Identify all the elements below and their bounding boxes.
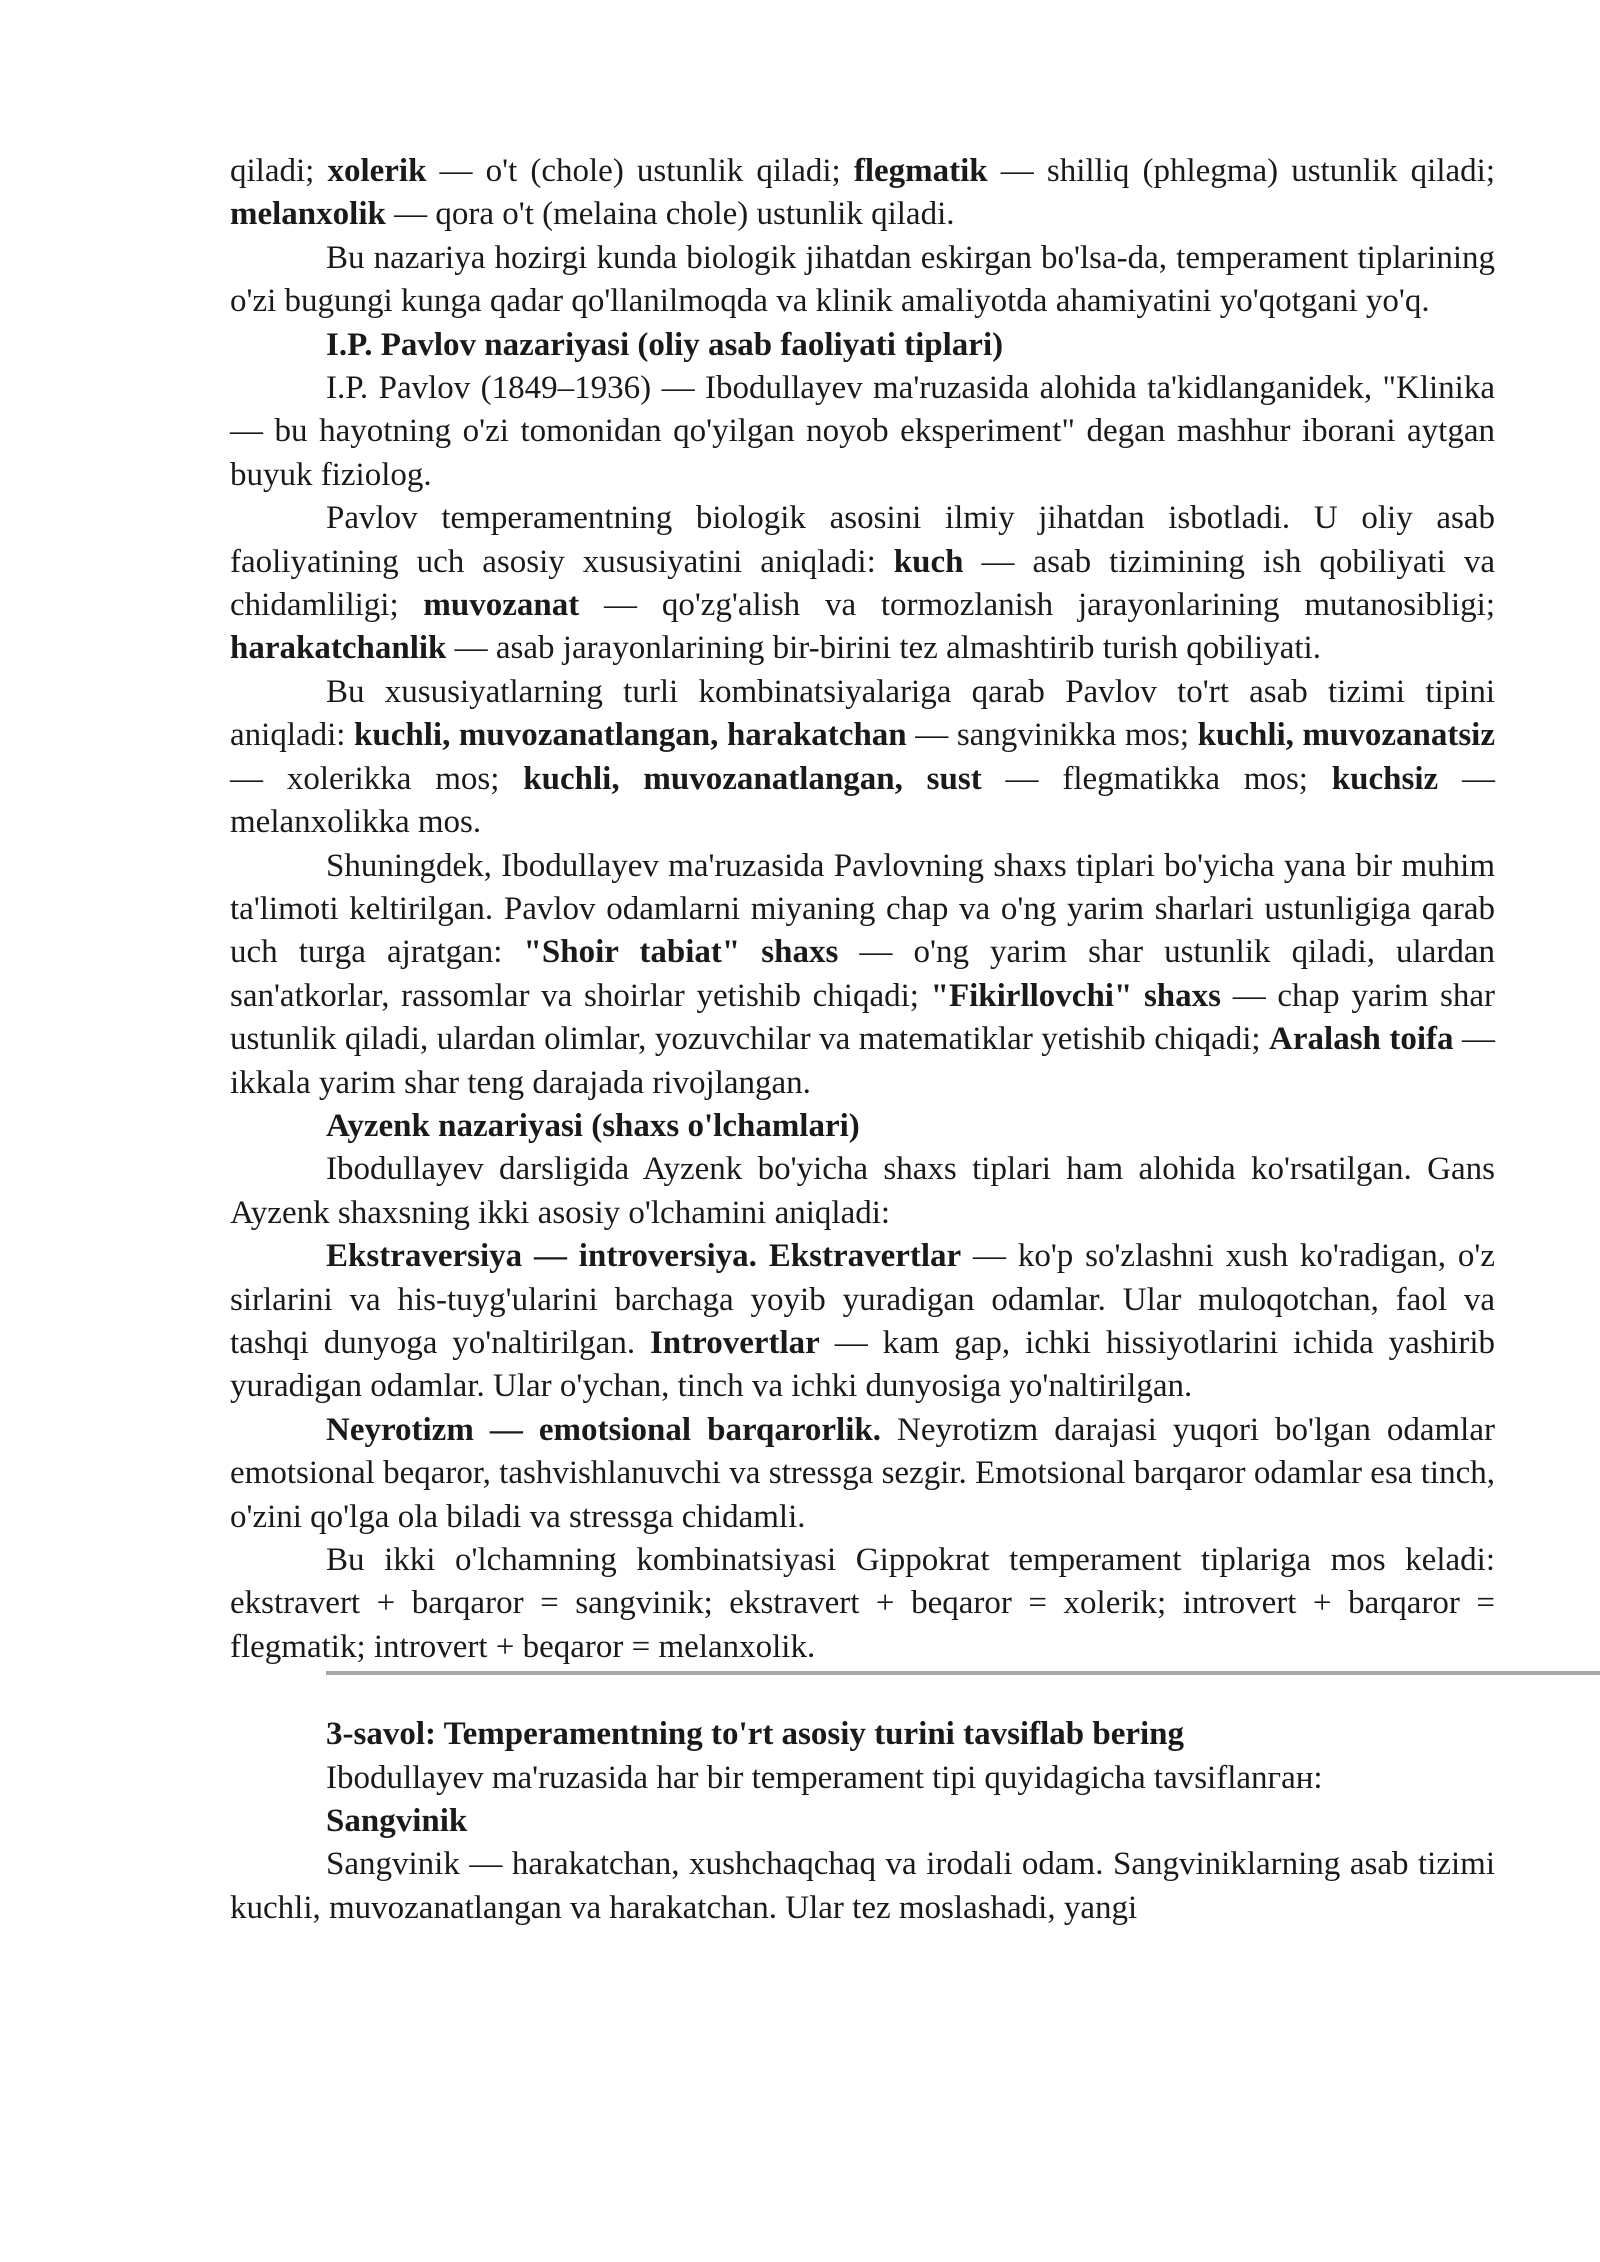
text-run: — sangvinikka mos; bbox=[906, 717, 1198, 754]
text-run: Neyrotizm darajasi yuqori bo'lgan odamlar emotsional beqaror, tashvishlanuvchi va stressga sezgir. Emotsional barqaror odamlar esa tinch, o'zini qo'lga ola biladi va stressga chidamli. bbox=[230, 1411, 1495, 1535]
text-run: Ibodullayev ma'ruzasida har bir temperament tipi quyidagicha tavsiflanган: bbox=[326, 1759, 1323, 1796]
text-run: Shuningdek, Ibodullayev ma'ruzasida Pavlovning shaxs tiplari bo'yicha yana bir muhim ta'limoti keltirilgan. Pavlov odamlarni miyaning chap va o'ng yarim sharlari ustunligiga qarab uch turga ajratgan: bbox=[230, 847, 1495, 971]
section-heading: Sangvinik bbox=[326, 1803, 468, 1840]
text-run: — ko'p so'zlashni xush ko'radigan, o'z sirlarini va his-tuyg'ularini barchaga yoyib yuradigan odamlar. Ular muloqotchan, faol va tashqi dunyoga yo'naltirilgan. bbox=[230, 1238, 1495, 1361]
paragraph bbox=[230, 1757, 1495, 1800]
paragraph bbox=[230, 1148, 1495, 1235]
paragraph bbox=[230, 1409, 1495, 1539]
text-run: — chap yarim shar ustunlik qiladi, ulardan olimlar, yozuvchilar va matematiklar yetishib chiqadi; bbox=[230, 977, 1496, 1058]
section-divider bbox=[326, 1671, 1600, 1675]
text-run: Pavlov temperamentning biologik asosini ilmiy jihatdan isbotladi. U oliy asab faoliyatining uch asosiy xususiyatini aniqladi: bbox=[230, 500, 1495, 580]
paragraph bbox=[230, 497, 1495, 671]
bold-term: kuchsiz bbox=[1331, 760, 1439, 797]
paragraph bbox=[230, 671, 1495, 845]
bold-term: Neyrotizm — emotsional barqarorlik. bbox=[326, 1411, 881, 1448]
bold-term: "Fikirllovchi" shaxs bbox=[930, 977, 1222, 1014]
bold-term: melanxolik bbox=[230, 196, 386, 233]
text-run: — shilliq (phlegma) ustunlik qiladi; bbox=[987, 153, 1495, 189]
text-run: — xolerikka mos; bbox=[230, 760, 524, 797]
text-run: — melanxolikka mos. bbox=[230, 760, 1495, 841]
text-run: — o't (chole) ustunlik qiladi; bbox=[426, 153, 854, 189]
paragraph bbox=[230, 1843, 1495, 1930]
bold-term: kuch bbox=[893, 543, 964, 580]
text-run: — o'ng yarim shar ustunlik qiladi, ulardan san'atkorlar, rassomlar va shoirlar yetishib chiqadi; bbox=[230, 934, 1496, 1014]
section-heading: I.P. Pavlov nazariyasi (oliy asab faoliyati tiplari) bbox=[326, 326, 1004, 363]
paragraph bbox=[230, 367, 1495, 497]
text-run: — flegmatikka mos; bbox=[981, 760, 1332, 797]
text-run: — kam gap, ichki hissiyotlarini ichida yashirib yuradigan odamlar. Ular o'ychan, tinch va ichki dunyosiga yo'naltirilgan. bbox=[230, 1324, 1495, 1405]
text-run: — qora o't (melaina chole) ustunlik qiladi. bbox=[385, 196, 955, 233]
text-run: Sangvinik — harakatchan, xushchaqchaq va irodali odam. Sangviniklarning asab tizimi kuchli, muvozanatlangan va harakatchan. Ular tez moslashadi, yangi bbox=[230, 1846, 1495, 1926]
section-heading: Ayzenk nazariyasi (shaxs o'lchamlari) bbox=[326, 1107, 860, 1144]
bold-term: kuchli, muvozanatlangan, sust bbox=[523, 760, 982, 797]
text-run: — asab jarayonlarining bir-birini tez almashtirib turish qobiliyati. bbox=[446, 630, 1321, 667]
text-run: Bu nazariya hozirgi kunda biologik jihatdan eskirgan bo'lsa-da, temperament tiplarining o'zi bugungi kunga qadar qo'llanilmoqda va klinik amaliyotda ahamiyatini yo'qotgani yo'q. bbox=[230, 239, 1495, 320]
section-heading: 3-savol: Temperamentning to'rt asosiy turini tavsiflab bering bbox=[326, 1716, 1185, 1753]
bold-term: muvozanat bbox=[423, 587, 580, 624]
paragraph bbox=[230, 1539, 1495, 1669]
text-run: Ibodullayev darsligida Ayzenk bo'yicha shaxs tiplari ham alohida ko'rsatilgan. Gans Ayzenk shaxsning ikki asosiy o'lchamini aniqladi: bbox=[230, 1151, 1495, 1231]
bold-term: flegmatik bbox=[853, 153, 988, 189]
document-body bbox=[230, 150, 1495, 1930]
text-run: I.P. Pavlov (1849–1936) — Ibodullayev ma'ruzasida alohida ta'kidlanganidek, "Klinika — bu hayotning o'zi tomonidan qo'yilgan noyob eksperiment" degan mashhur iborani aytgan buyuk fiziolog. bbox=[230, 370, 1495, 493]
paragraph bbox=[230, 150, 1495, 237]
bold-term: kuchli, muvozanatsiz bbox=[1197, 717, 1495, 754]
text-run: — asab tizimining ish qobiliyati va chidamliligi; bbox=[230, 543, 1495, 624]
text-run: Bu ikki o'lchamning kombinatsiyasi Gippokrat temperament tiplariga mos keladi: ekstravert + barqaror = sangvinik; ekstravert + beqaror = xolerik; introvert + barqaror = flegmatik; introvert + beqaror = melanxolik. bbox=[230, 1542, 1495, 1665]
bold-term: kuchli, muvozanatlangan, harakatchan bbox=[354, 717, 907, 754]
bold-term: Ekstraversiya — introversiya. Ekstravertlar bbox=[326, 1238, 962, 1275]
paragraph bbox=[230, 1235, 1495, 1409]
paragraph bbox=[230, 237, 1495, 324]
paragraph bbox=[230, 845, 1495, 1105]
text-run: qiladi; bbox=[230, 153, 328, 189]
text-run: Bu xususiyatlarning turli kombinatsiyalariga qarab Pavlov to'rt asab tizimi tipini aniqladi: bbox=[230, 673, 1495, 754]
bold-term: Introvertlar bbox=[649, 1324, 820, 1361]
text-run: — qo'zg'alish va tormozlanish jarayonlarining mutanosibligi; bbox=[579, 587, 1495, 624]
bold-term: Aralash toifa bbox=[1269, 1021, 1454, 1058]
bold-term: xolerik bbox=[327, 153, 427, 189]
bold-term: harakatchanlik bbox=[230, 630, 447, 667]
text-run: — ikkala yarim shar teng darajada rivojlangan. bbox=[230, 1021, 1495, 1101]
bold-term: "Shoir tabiat" shaxs bbox=[523, 934, 839, 971]
